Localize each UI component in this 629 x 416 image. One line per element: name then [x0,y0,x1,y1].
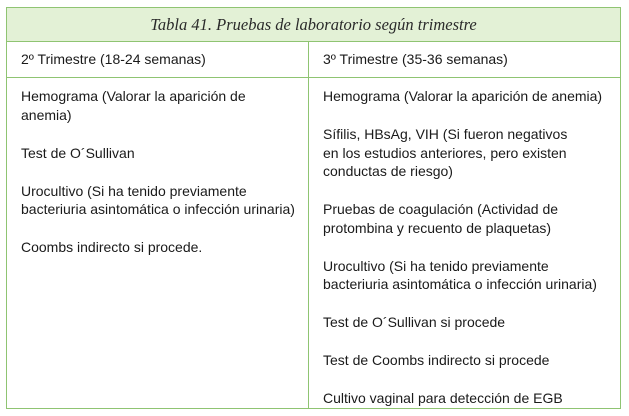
list-item: Test de O´Sullivan [21,144,135,161]
list-item: Hemograma (Valorar la aparición de anemia) [323,88,603,104]
table-header-row [7,42,620,78]
list-item: Urocultivo (Si ha tenido previamente bacteriuria asintomática o infección urinaria) [21,182,295,217]
header-third-trimester: 3º Trimestre (35-36 semanas) [323,51,508,67]
header-second-trimester: 2º Trimestre (18-24 semanas) [7,42,309,77]
list-item: Test de Coombs indirecto si procede [323,352,550,368]
list-item: Sífilis, HBsAg, VIH (Si fueron negativos en los estudios anteriores, pero existen conductas de riesgo) [323,126,568,179]
lab-tests-table [6,7,621,409]
list-item: Test de O´Sullivan si procede [323,314,506,330]
second-trimester-tests [7,78,309,408]
table-caption: Tabla 41. Pruebas de laboratorio según trimestre [7,8,620,42]
list-item: Coombs indirecto si procede. [21,239,203,255]
list-item: Pruebas de coagulación (Actividad de protombina y recuento de plaquetas) [323,201,559,236]
table-body-row [7,78,620,408]
list-item: Hemograma (Valorar la aparición de anemia) [21,88,246,123]
list-item: Cultivo vaginal para detección de EGB [323,390,563,406]
list-item: Urocultivo (Si ha tenido previamente bacteriuria asintomática o infección urinaria) [323,257,597,292]
third-trimester-tests [309,78,620,408]
